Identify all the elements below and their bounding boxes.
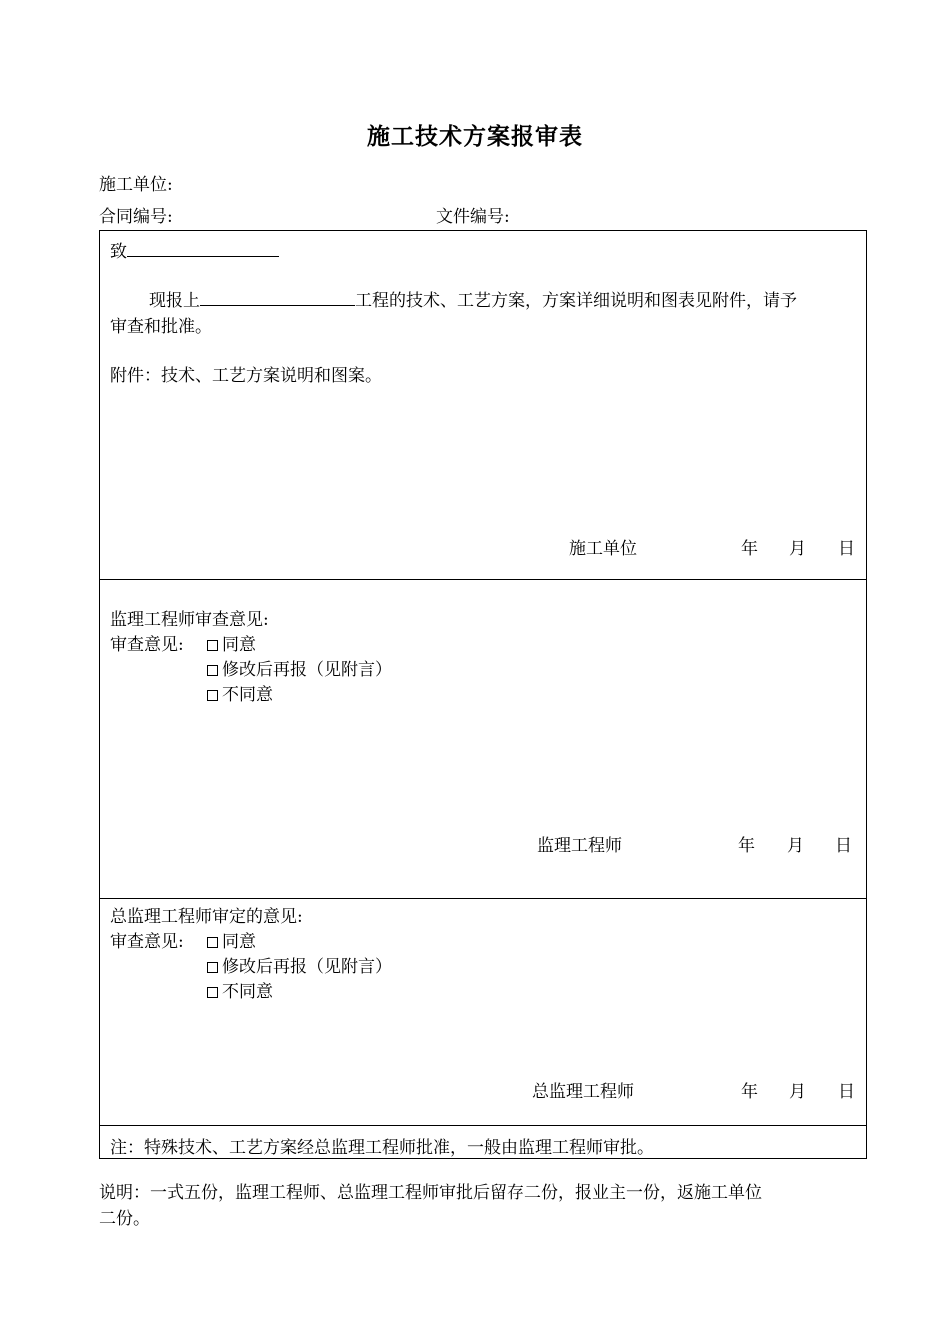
date-year: 年 <box>741 1082 758 1102</box>
attachment-note: 附件：技术、工艺方案说明和图案。 <box>110 366 382 386</box>
submission-suffix: 工程的技术、工艺方案，方案详细说明和图表见附件，请予 <box>355 291 797 311</box>
chief-review-heading: 总监理工程师审定的意见: <box>110 907 303 927</box>
checkbox-icon[interactable] <box>207 640 218 651</box>
engineer-signature-label: 监理工程师 <box>537 836 622 856</box>
engineer-option-revise[interactable]: 修改后再报（见附言） <box>207 655 392 680</box>
chief-opinion-label: 审查意见: <box>110 932 184 952</box>
submission-line2: 审查和批准。 <box>110 317 212 337</box>
checkbox-icon[interactable] <box>207 962 218 973</box>
date-month: 月 <box>789 539 806 559</box>
footer-instructions-line2: 二份。 <box>99 1209 150 1229</box>
engineer-option-reject[interactable]: 不同意 <box>207 680 273 705</box>
engineer-review-heading: 监理工程师审查意见: <box>110 610 269 630</box>
form-title: 施工技术方案报审表 <box>367 123 583 150</box>
contractor-label: 施工单位: <box>99 175 173 195</box>
chief-signature-label: 总监理工程师 <box>532 1082 634 1102</box>
approval-note: 注：特殊技术、工艺方案经总监理工程师批准，一般由监理工程师审批。 <box>110 1138 654 1158</box>
chief-option-reject[interactable]: 不同意 <box>207 977 273 1002</box>
approval-form-table <box>99 230 867 1159</box>
date-day: 日 <box>835 836 852 856</box>
checkbox-icon[interactable] <box>207 937 218 948</box>
recipient-blank[interactable] <box>127 242 279 257</box>
section-divider <box>100 898 866 899</box>
date-year: 年 <box>741 539 758 559</box>
date-day: 日 <box>838 1082 855 1102</box>
chief-option-revise[interactable]: 修改后再报（见附言） <box>207 952 392 977</box>
date-day: 日 <box>838 539 855 559</box>
engineer-opinion-label: 审查意见: <box>110 635 184 655</box>
to-line <box>110 237 279 262</box>
engineer-option-approve[interactable]: 同意 <box>207 630 256 655</box>
checkbox-icon[interactable] <box>207 690 218 701</box>
footer-instructions-line1: 说明：一式五份，监理工程师、总监理工程师审批后留存二份，报业主一份，返施工单位 <box>99 1183 762 1203</box>
chief-option-approve[interactable]: 同意 <box>207 927 256 952</box>
section-divider <box>100 579 866 580</box>
doc-no-label: 文件编号: <box>436 207 510 227</box>
date-month: 月 <box>787 836 804 856</box>
contractor-signature-label: 施工单位 <box>569 539 637 559</box>
date-month: 月 <box>789 1082 806 1102</box>
contract-no-label: 合同编号: <box>99 207 173 227</box>
submission-paragraph <box>149 286 797 311</box>
project-name-blank[interactable] <box>200 291 355 306</box>
checkbox-icon[interactable] <box>207 987 218 998</box>
date-year: 年 <box>738 836 755 856</box>
to-label: 致 <box>110 242 127 262</box>
section-divider <box>100 1125 866 1126</box>
checkbox-icon[interactable] <box>207 665 218 676</box>
submission-prefix: 现报上 <box>149 291 200 311</box>
